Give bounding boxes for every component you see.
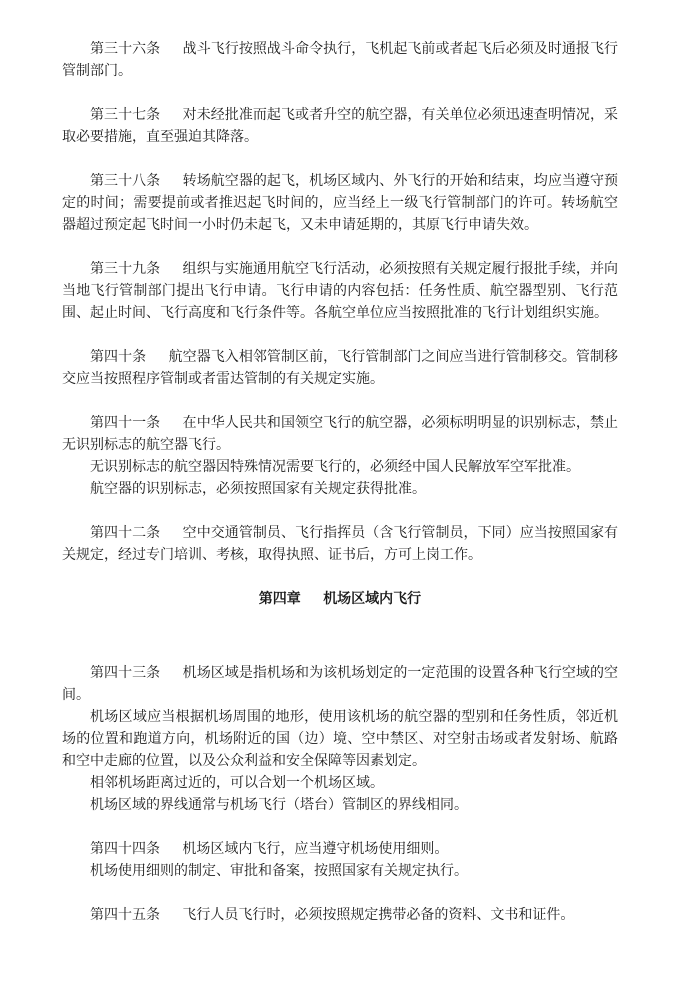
article-text: 机场区域内飞行，应当遵守机场使用细则。	[182, 841, 449, 857]
article-paragraph: 航空器的识别标志，必须按照国家有关规定获得批准。	[90, 481, 426, 497]
article-paragraph	[62, 38, 618, 82]
article-number: 第三十六条	[90, 41, 161, 57]
article-43	[62, 662, 618, 816]
article-text: 战斗飞行按照战斗命令执行，飞机起飞前或者起飞后必须及时通报飞行管制部门。	[62, 41, 619, 79]
article-44	[62, 838, 618, 882]
article-paragraph	[62, 838, 618, 860]
article-paragraph	[62, 412, 618, 456]
article-number: 第四十五条	[90, 907, 160, 923]
article-42	[62, 522, 618, 566]
article-paragraph: 机场区域的界线通常与机场飞行（塔台）管制区的界线相同。	[90, 797, 468, 813]
article-number: 第三十九条	[90, 261, 161, 277]
article-37	[62, 104, 618, 148]
article-number: 第三十七条	[90, 107, 161, 123]
article-text: 组织与实施通用航空飞行活动，必须按照有关规定履行报批手续，并向当地飞行管制部门提出飞行申请。飞行申请的内容包括：任务性质、航空器型别、飞行范围、起止时间、飞行高度和飞行条件等。各航空单位应当按照批准的飞行计划组织实施。	[62, 261, 619, 321]
article-paragraph	[62, 904, 618, 926]
article-40	[62, 346, 618, 390]
article-text: 飞行人员飞行时，必须按照规定携带必备的资料、文书和证件。	[182, 907, 575, 923]
article-text: 空中交通管制员、飞行指挥员（含飞行管制员，下同）应当按照国家有关规定，经过专门培训、考核，取得执照、证书后，方可上岗工作。	[62, 525, 619, 563]
chapter-title: 机场区域内飞行	[323, 591, 422, 607]
article-paragraph	[62, 662, 618, 706]
article-number: 第四十二条	[90, 525, 161, 541]
article-text: 在中华人民共和国领空飞行的航空器，必须标明明显的识别标志，禁止无识别标志的航空器飞行。	[62, 415, 619, 453]
chapter-number: 第四章	[258, 591, 301, 607]
article-number: 第四十四条	[90, 841, 160, 857]
article-45	[62, 904, 618, 926]
document-page	[62, 38, 618, 926]
article-number: 第三十八条	[90, 173, 161, 189]
article-38	[62, 170, 618, 236]
article-paragraph	[62, 104, 618, 148]
article-paragraph	[62, 170, 618, 236]
article-paragraph: 机场区域应当根据机场周围的地形，使用该机场的航空器的型别和任务性质，邻近机场的位置和跑道方向，机场附近的国（边）境、空中禁区、对空射击场或者发射场、航路和空中走廊的位置，以及公众利益和安全保障等因素划定。	[62, 709, 618, 769]
article-paragraph	[62, 346, 618, 390]
article-paragraph	[62, 258, 618, 324]
article-paragraph: 相邻机场距离过近的，可以合划一个机场区域。	[90, 775, 384, 791]
article-36	[62, 38, 618, 82]
article-number: 第四十条	[90, 349, 147, 365]
article-paragraph: 机场使用细则的制定、审批和备案，按照国家有关规定执行。	[90, 863, 468, 879]
article-39	[62, 258, 618, 324]
article-41	[62, 412, 618, 500]
article-paragraph: 无识别标志的航空器因特殊情况需要飞行的，必须经中国人民解放军空军批准。	[90, 459, 580, 475]
article-text: 航空器飞入相邻管制区前，飞行管制部门之间应当进行管制移交。管制移交应当按照程序管制或者雷达管制的有关规定实施。	[62, 349, 619, 387]
article-text: 机场区域是指机场和为该机场划定的一定范围的设置各种飞行空域的空间。	[62, 665, 619, 703]
article-text: 对未经批准而起飞或者升空的航空器，有关单位必须迅速查明情况，采取必要措施，直至强迫其降落。	[62, 107, 619, 145]
article-number: 第四十一条	[90, 415, 161, 431]
article-text: 转场航空器的起飞，机场区域内、外飞行的开始和结束，均应当遵守预定的时间；需要提前或者推迟起飞时间的，应当经上一级飞行管制部门的许可。转场航空器超过预定起飞时间一小时仍未起飞，又未申请延期的，其原飞行申请失效。	[62, 173, 619, 233]
article-number: 第四十三条	[90, 665, 161, 681]
article-paragraph	[62, 522, 618, 566]
chapter-heading	[62, 588, 618, 610]
